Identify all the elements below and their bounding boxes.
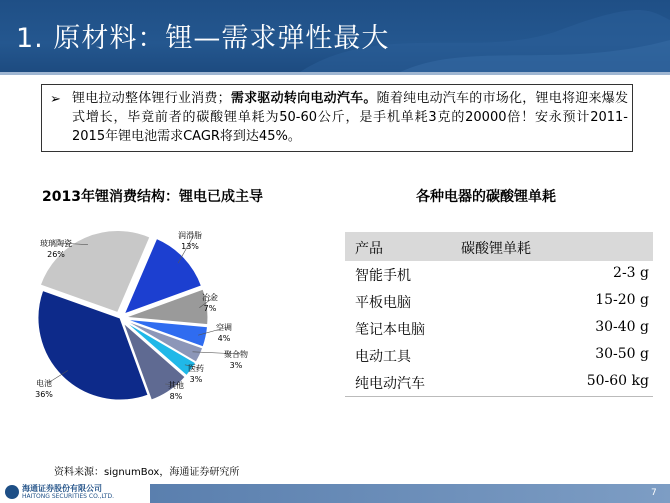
pie-slice-label: 其他 — [168, 381, 184, 390]
table-cell-product: 笔记本电脑 — [355, 322, 425, 338]
table-header-row — [345, 232, 653, 261]
table-cell-product: 纯电动汽车 — [355, 376, 425, 392]
table-row — [345, 261, 653, 288]
summary-text — [72, 89, 628, 146]
pie-slice-percent: 13% — [181, 242, 199, 251]
table-row — [345, 342, 653, 369]
company-name-en: HAITONG SECURITIES CO.,LTD. — [22, 493, 115, 500]
table-cell-value: 30-40 g — [595, 319, 649, 335]
pie-slice-label: 冶金 — [202, 293, 218, 302]
title-bar — [0, 0, 670, 72]
table-cell-value: 30-50 g — [595, 346, 649, 362]
pie-slice-percent: 36% — [35, 390, 53, 399]
page-title: 1. 原材料：锂—需求弹性最大 — [16, 23, 390, 54]
pie-slice-label: 空调 — [216, 323, 232, 332]
company-logo-icon — [5, 485, 19, 499]
table-cell-value: 2-3 g — [613, 265, 649, 281]
pie-heading: 2013年锂消费结构：锂电已成主导 — [42, 189, 263, 205]
pie-slice-percent: 7% — [203, 304, 217, 313]
pie-slice-percent: 4% — [217, 334, 231, 343]
company-name-cn: 海通证券股份有限公司 — [22, 484, 102, 493]
table-header-consumption: 碳酸锂单耗 — [461, 241, 531, 257]
summary-text-part1: 锂电拉动整体锂行业消费； — [72, 91, 231, 106]
table-cell-product: 平板电脑 — [355, 295, 411, 311]
bullet-arrow-icon: ➢ — [50, 92, 61, 107]
pie-chart — [0, 208, 330, 468]
table-cell-product: 智能手机 — [355, 268, 411, 284]
pie-slice-percent: 3% — [189, 375, 203, 384]
pie-slice-label: 医药 — [188, 364, 204, 373]
table-cell-value: 50-60 kg — [586, 373, 649, 389]
table-row — [345, 369, 653, 396]
summary-text-bold: 需求驱动转向电动汽车。 — [230, 91, 377, 106]
table-row — [345, 288, 653, 315]
pie-slice-label: 玻璃陶瓷 — [40, 239, 72, 248]
summary-box — [41, 84, 633, 152]
table-row — [345, 315, 653, 342]
pie-slice-percent: 3% — [229, 361, 243, 370]
pie-slice-percent: 8% — [169, 392, 183, 401]
pie-slice-label: 润滑脂 — [178, 231, 202, 240]
source-note: 资料来源：signumBox，海通证券研究所 — [54, 467, 240, 478]
title-stripe — [0, 72, 670, 75]
pie-slice-percent: 26% — [47, 250, 65, 259]
footer-band — [150, 484, 670, 503]
pie-slice-label: 电池 — [36, 379, 52, 388]
table-heading: 各种电器的碳酸锂单耗 — [416, 189, 556, 205]
table-cell-value: 15-20 g — [595, 292, 649, 308]
table-header-product: 产品 — [355, 241, 383, 257]
pie-slice-label: 聚合物 — [224, 350, 248, 359]
page-number: 7 — [651, 488, 657, 498]
consumption-table — [345, 232, 653, 397]
table-bottom-rule — [345, 396, 653, 397]
table-cell-product: 电动工具 — [355, 349, 411, 365]
summary-text-part2: 随着纯电动汽车的市场化，锂电将迎来爆发式增长，毕竟前者的碳酸锂单耗为50-60公斤，是手机单耗3克的20000倍！安永预计2011-2015年锂电池需求CAGR将到达45%。 — [72, 91, 628, 144]
